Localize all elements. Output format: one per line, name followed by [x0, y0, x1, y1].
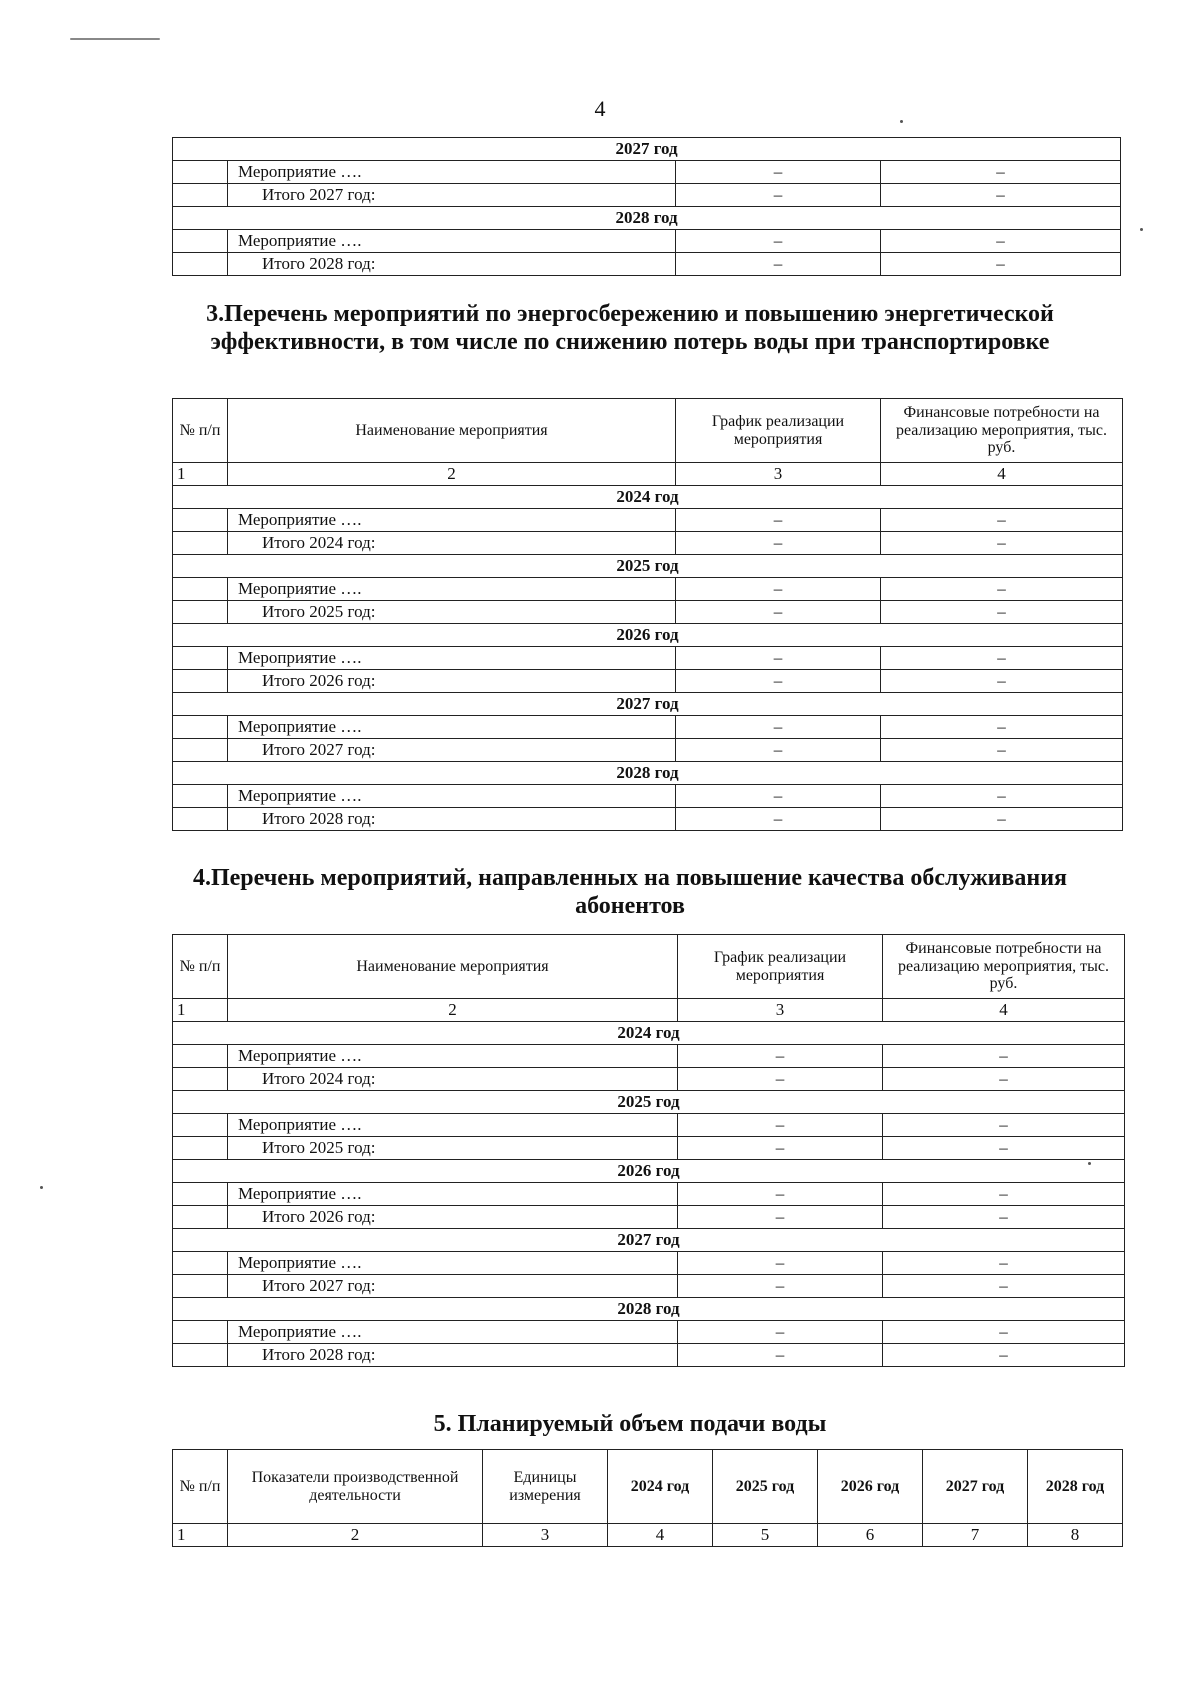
finance-cell: – [881, 509, 1123, 532]
num-cell [173, 1275, 228, 1298]
num-cell [173, 808, 228, 831]
measure-row [173, 647, 1123, 670]
schedule-cell: – [676, 184, 881, 207]
section-5-table [172, 1449, 1123, 1547]
total-row [173, 670, 1123, 693]
measure-name: Мероприятие …. [228, 1045, 678, 1068]
total-row [173, 739, 1123, 762]
year-row [173, 1160, 1125, 1183]
total-row [173, 532, 1123, 555]
schedule-cell: – [678, 1045, 883, 1068]
colnum-cell: 3 [483, 1524, 608, 1547]
colnum-cell: 2 [228, 999, 678, 1022]
year-row [173, 624, 1123, 647]
year-label: 2026 год [173, 624, 1123, 647]
finance-cell: – [883, 1275, 1125, 1298]
year-row [173, 1022, 1125, 1045]
colnum-cell: 1 [173, 999, 228, 1022]
schedule-cell: – [678, 1206, 883, 1229]
measure-name: Мероприятие …. [228, 1252, 678, 1275]
total-row [173, 253, 1121, 276]
measure-row [173, 1045, 1125, 1068]
year-row [173, 138, 1121, 161]
total-row [173, 184, 1121, 207]
table-header-row [173, 935, 1125, 999]
section-5-header-row [173, 1450, 1123, 1524]
num-cell [173, 716, 228, 739]
finance-cell: – [883, 1068, 1125, 1091]
finance-cell: – [883, 1183, 1125, 1206]
total-row [173, 1068, 1125, 1091]
finance-cell: – [883, 1137, 1125, 1160]
colnum-cell: 4 [881, 463, 1123, 486]
year-row [173, 693, 1123, 716]
num-cell [173, 1321, 228, 1344]
col-num-header: № п/п [173, 399, 228, 463]
scan-speck [40, 1186, 43, 1189]
total-row [173, 601, 1123, 624]
num-cell [173, 578, 228, 601]
year-label: 2024 год [173, 486, 1123, 509]
schedule-cell: – [676, 253, 881, 276]
total-label: Итого 2027 год: [228, 1275, 678, 1298]
colnum-cell: 6 [818, 1524, 923, 1547]
schedule-cell: – [676, 739, 881, 762]
schedule-cell: – [676, 230, 881, 253]
finance-cell: – [881, 716, 1123, 739]
section-3-table [172, 398, 1123, 831]
year-row [173, 762, 1123, 785]
measure-name: Мероприятие …. [228, 230, 676, 253]
num-cell [173, 1068, 228, 1091]
num-cell [173, 184, 228, 207]
colnum-cell: 2 [228, 1524, 483, 1547]
col-2026-header: 2026 год [818, 1450, 923, 1524]
year-label: 2028 год [173, 207, 1121, 230]
scan-speck [70, 38, 160, 40]
total-label: Итого 2024 год: [228, 1068, 678, 1091]
num-cell [173, 785, 228, 808]
colnum-cell: 1 [173, 1524, 228, 1547]
year-label: 2027 год [173, 138, 1121, 161]
measure-row [173, 509, 1123, 532]
section-4-title: 4.Перечень мероприятий, направленных на повышение качества обслуживания абонентов [192, 865, 1068, 919]
measure-row [173, 1321, 1125, 1344]
schedule-cell: – [676, 532, 881, 555]
total-label: Итого 2026 год: [228, 1206, 678, 1229]
finance-cell: – [881, 578, 1123, 601]
col-schedule-header: График реализации мероприятия [678, 935, 883, 999]
colnum-row [173, 463, 1123, 486]
finance-cell: – [881, 161, 1121, 184]
total-label: Итого 2027 год: [228, 739, 676, 762]
total-label: Итого 2026 год: [228, 670, 676, 693]
total-label: Итого 2028 год: [228, 253, 676, 276]
col-2027-header: 2027 год [923, 1450, 1028, 1524]
year-label: 2025 год [173, 555, 1123, 578]
schedule-cell: – [676, 161, 881, 184]
year-row [173, 1091, 1125, 1114]
scan-speck [1088, 1162, 1091, 1165]
total-label: Итого 2024 год: [228, 532, 676, 555]
num-cell [173, 670, 228, 693]
finance-cell: – [883, 1045, 1125, 1068]
year-row [173, 207, 1121, 230]
year-label: 2026 год [173, 1160, 1125, 1183]
col-2025-header: 2025 год [713, 1450, 818, 1524]
measure-row [173, 716, 1123, 739]
schedule-cell: – [676, 578, 881, 601]
year-label: 2024 год [173, 1022, 1125, 1045]
schedule-cell: – [678, 1183, 883, 1206]
schedule-cell: – [676, 670, 881, 693]
continuation-table [172, 137, 1121, 276]
year-row [173, 1298, 1125, 1321]
finance-cell: – [881, 785, 1123, 808]
finance-cell: – [881, 647, 1123, 670]
measure-name: Мероприятие …. [228, 1114, 678, 1137]
measure-row [173, 1183, 1125, 1206]
measure-row [173, 230, 1121, 253]
total-row [173, 1206, 1125, 1229]
finance-cell: – [883, 1206, 1125, 1229]
finance-cell: – [881, 184, 1121, 207]
num-cell [173, 647, 228, 670]
total-label: Итого 2027 год: [228, 184, 676, 207]
section-3-title: 3.Перечень мероприятий по энергосбережению и повышению энергетической эффективности, в том числе по снижению потерь воды при транспортировке [206, 301, 1054, 355]
section-4-table [172, 934, 1125, 1367]
colnum-cell: 3 [678, 999, 883, 1022]
total-row [173, 1275, 1125, 1298]
measure-row [173, 161, 1121, 184]
scan-speck [1140, 228, 1143, 231]
num-cell [173, 1206, 228, 1229]
finance-cell: – [881, 230, 1121, 253]
measure-name: Мероприятие …. [228, 1183, 678, 1206]
schedule-cell: – [678, 1275, 883, 1298]
section-5-title: 5. Планируемый объем подачи воды [433, 1411, 827, 1437]
finance-cell: – [883, 1321, 1125, 1344]
num-cell [173, 601, 228, 624]
num-cell [173, 509, 228, 532]
measure-name: Мероприятие …. [228, 716, 676, 739]
col-finance-header: Финансовые потребности на реализацию мероприятия, тыс. руб. [881, 399, 1123, 463]
col-2028-header: 2028 год [1028, 1450, 1123, 1524]
year-label: 2028 год [173, 1298, 1125, 1321]
page-number: 4 [594, 96, 606, 121]
finance-cell: – [883, 1344, 1125, 1367]
total-label: Итого 2025 год: [228, 1137, 678, 1160]
colnum-cell: 4 [608, 1524, 713, 1547]
colnum-cell: 5 [713, 1524, 818, 1547]
schedule-cell: – [678, 1321, 883, 1344]
col-schedule-header: График реализации мероприятия [676, 399, 881, 463]
scan-speck [900, 120, 903, 123]
finance-cell: – [881, 601, 1123, 624]
measure-name: Мероприятие …. [228, 578, 676, 601]
measure-name: Мероприятие …. [228, 647, 676, 670]
year-label: 2027 год [173, 693, 1123, 716]
num-cell [173, 739, 228, 762]
schedule-cell: – [676, 601, 881, 624]
measure-name: Мероприятие …. [228, 1321, 678, 1344]
schedule-cell: – [676, 716, 881, 739]
col-name-header: Наименование мероприятия [228, 935, 678, 999]
col-units-header: Единицы измерения [483, 1450, 608, 1524]
col-2024-header: 2024 год [608, 1450, 713, 1524]
measure-name: Мероприятие …. [228, 509, 676, 532]
year-label: 2028 год [173, 762, 1123, 785]
schedule-cell: – [676, 509, 881, 532]
col-indicators-header: Показатели производственной деятельности [228, 1450, 483, 1524]
total-row [173, 808, 1123, 831]
schedule-cell: – [678, 1344, 883, 1367]
num-cell [173, 1183, 228, 1206]
total-label: Итого 2028 год: [228, 1344, 678, 1367]
num-cell [173, 1252, 228, 1275]
colnum-cell: 7 [923, 1524, 1028, 1547]
schedule-cell: – [676, 808, 881, 831]
num-cell [173, 1045, 228, 1068]
schedule-cell: – [678, 1137, 883, 1160]
finance-cell: – [881, 739, 1123, 762]
year-row [173, 555, 1123, 578]
schedule-cell: – [676, 785, 881, 808]
num-cell [173, 230, 228, 253]
finance-cell: – [881, 808, 1123, 831]
measure-row [173, 1252, 1125, 1275]
finance-cell: – [883, 1114, 1125, 1137]
total-row [173, 1137, 1125, 1160]
num-cell [173, 532, 228, 555]
measure-row [173, 1114, 1125, 1137]
schedule-cell: – [676, 647, 881, 670]
colnum-cell: 4 [883, 999, 1125, 1022]
measure-row [173, 785, 1123, 808]
year-label: 2027 год [173, 1229, 1125, 1252]
finance-cell: – [881, 253, 1121, 276]
colnum-cell: 3 [676, 463, 881, 486]
measure-name: Мероприятие …. [228, 161, 676, 184]
num-cell [173, 253, 228, 276]
finance-cell: – [881, 532, 1123, 555]
total-label: Итого 2025 год: [228, 601, 676, 624]
finance-cell: – [883, 1252, 1125, 1275]
year-label: 2025 год [173, 1091, 1125, 1114]
year-row [173, 1229, 1125, 1252]
col-num-header: № п/п [173, 1450, 228, 1524]
col-num-header: № п/п [173, 935, 228, 999]
num-cell [173, 161, 228, 184]
num-cell [173, 1137, 228, 1160]
num-cell [173, 1114, 228, 1137]
finance-cell: – [881, 670, 1123, 693]
total-label: Итого 2028 год: [228, 808, 676, 831]
total-row [173, 1344, 1125, 1367]
colnum-row [173, 999, 1125, 1022]
col-name-header: Наименование мероприятия [228, 399, 676, 463]
section-5-colnum-row [173, 1524, 1123, 1547]
measure-name: Мероприятие …. [228, 785, 676, 808]
schedule-cell: – [678, 1252, 883, 1275]
year-row [173, 486, 1123, 509]
measure-row [173, 578, 1123, 601]
colnum-cell: 8 [1028, 1524, 1123, 1547]
schedule-cell: – [678, 1068, 883, 1091]
schedule-cell: – [678, 1114, 883, 1137]
colnum-cell: 1 [173, 463, 228, 486]
col-finance-header: Финансовые потребности на реализацию мероприятия, тыс. руб. [883, 935, 1125, 999]
num-cell [173, 1344, 228, 1367]
colnum-cell: 2 [228, 463, 676, 486]
table-header-row [173, 399, 1123, 463]
